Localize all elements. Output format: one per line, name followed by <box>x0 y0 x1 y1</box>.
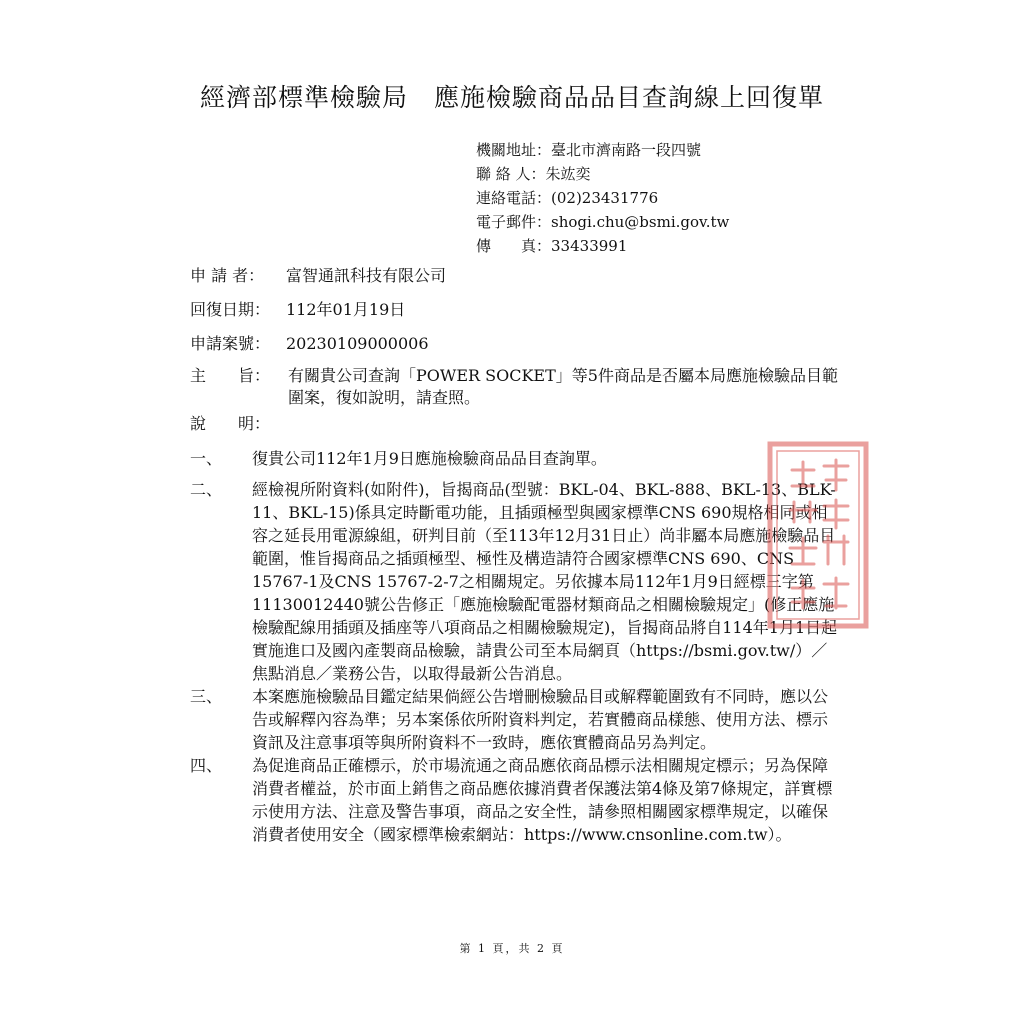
contact-person: 聯 絡 人：朱竑奕 <box>476 165 591 183</box>
applicant-value: 富智通訊科技有限公司 <box>286 266 447 285</box>
item-number: 二、 <box>190 480 223 499</box>
reply-date-field <box>190 297 405 320</box>
explanation-list <box>190 447 840 846</box>
contact-phone: 連絡電話：(02)23431776 <box>476 189 659 207</box>
contact-fax: 傳 真：33433991 <box>476 237 628 255</box>
contact-email: 電子郵件：shogi.chu@bsmi.gov.tw <box>476 213 730 231</box>
item-text: 經檢視所附資料(如附件)，旨揭商品(型號：BKL-04、BKL-888、BKL-13、BLK-11、BKL-15)係具定時斷電功能，且插頭極型與國家標準CNS 690規格相同或相容之延長用電源線組，研判目前（至113年12月31日止）尚非屬本局應施檢驗品目範圍，惟旨揭商品之插頭極型、極性及構造請符合國家標準CNS 690、CNS 15767-1及CNS 15767-2-7之相關規定。另依據本局112年1月9日經標三字第11130012440號公告修正「應施檢驗配電器材類商品之相關檢驗規定」(修正應施檢驗配線用插頭及插座等八項商品之相關檢驗規定)，旨揭商品將自114年1月1日起實施進口及國內產製商品檢驗，請貴公司至本局網頁（https://bsmi.gov.tw/）／焦點消息／業務公告，以取得最新公告消息。 <box>252 480 838 683</box>
contact-block <box>476 138 729 258</box>
list-item <box>190 478 840 685</box>
contact-address: 機關地址：臺北市濟南路一段四號 <box>476 141 702 159</box>
item-number: 三、 <box>190 687 223 706</box>
list-item <box>190 447 840 470</box>
page-footer: 第 1 頁，共 2 頁 <box>459 942 565 955</box>
case-number-label: 申請案號： <box>190 334 271 353</box>
applicant-field <box>190 263 446 286</box>
subject-section <box>190 365 840 409</box>
reply-date-value: 112年01月19日 <box>286 300 406 319</box>
item-text: 為促進商品正確標示，於市場流通之商品應依商品標示法相關規定標示；另為保障消費者權益，於市面上銷售之商品應依據消費者保護法第4條及第7條規定，詳實標示使用方法、注意及警告事項，商品之安全性，請參照相關國家標準規定，以確保消費者使用安全（國家標準檢索網站：https://www.cnsonline.com.tw）。 <box>252 756 833 844</box>
reply-date-label: 回復日期： <box>190 300 271 319</box>
applicant-label: 申 請 者： <box>190 266 265 285</box>
list-item <box>190 685 840 754</box>
list-item <box>190 754 840 846</box>
item-text: 本案應施檢驗品目鑑定結果倘經公告增刪檢驗品目或解釋範圍致有不同時，應以公告或解釋內容為準；另本案係依所附資料判定，若實體商品樣態、使用方法、標示資訊及注意事項等與所附資料不一致時，應依實體商品另為判定。 <box>252 687 829 752</box>
document-title: 經濟部標準檢驗局 應施檢驗商品品目查詢線上回復單 <box>199 83 824 112</box>
case-number-field <box>190 331 429 354</box>
case-number-value: 20230109000006 <box>286 334 429 353</box>
item-number: 一、 <box>190 449 223 468</box>
explanation-label: 說 明： <box>190 414 271 433</box>
subject-label: 主 旨： <box>190 366 271 385</box>
subject-text: 有關貴公司查詢「POWER SOCKET」等5件商品是否屬本局應施檢驗品目範圍案，復如說明，請查照。 <box>288 366 838 407</box>
official-seal-stamp <box>762 440 872 630</box>
item-number: 四、 <box>190 756 223 775</box>
item-text: 復貴公司112年1月9日應施檢驗商品品目查詢單。 <box>252 449 607 468</box>
